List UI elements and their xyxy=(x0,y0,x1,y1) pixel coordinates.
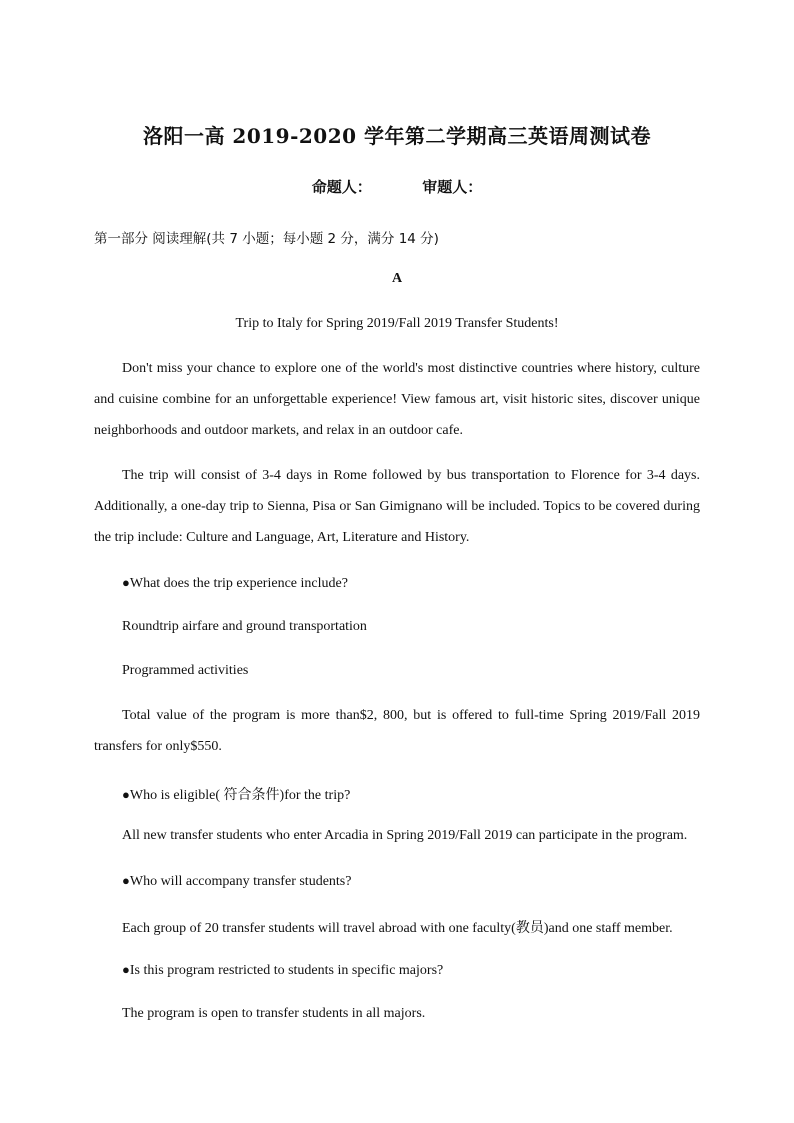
question-3 xyxy=(122,873,351,890)
answer-1-line-1: Roundtrip airfare and ground transportation xyxy=(122,619,367,634)
bullet-icon: ● xyxy=(122,575,130,590)
passage-letter: A xyxy=(391,271,403,286)
bullet-icon: ● xyxy=(122,962,130,977)
bullet-icon: ● xyxy=(122,873,130,888)
question-2 xyxy=(122,784,350,804)
exam-title: 洛阳一高 2019-2020 学年第二学期高三英语周测试卷 xyxy=(142,124,652,148)
reviewer-label: 审题人： xyxy=(422,178,483,196)
answer-4: The program is open to transfer students in all majors. xyxy=(122,1006,426,1021)
answer-3: Each group of 20 transfer students will travel abroad with one faculty(教员)and one staff member. xyxy=(122,921,673,936)
answer-2: All new transfer students who enter Arcadia in Spring 2019/Fall 2019 can participate in the program. xyxy=(122,828,688,843)
setter-label: 命题人： xyxy=(311,178,372,196)
authors-line xyxy=(0,176,794,197)
bullet-icon: ● xyxy=(122,787,130,802)
answer-1-line-2: Programmed activities xyxy=(122,663,249,678)
question-3-text: Who will accompany transfer students? xyxy=(129,874,352,889)
section-heading: 第一部分 阅读理解(共 7 小题；每小题 2 分，满分 14 分) xyxy=(94,231,439,247)
question-2-text: Who is eligible( 符合条件)for the trip? xyxy=(129,788,351,803)
passage-paragraph-2: The trip will consist of 3-4 days in Rome followed by bus transportation to Florence for 3-4 days. Additionally, a one-day trip to Sienna, Pisa or San Gimignano will be included. Topics to be covered during the trip include: Culture and Language, Art, Literature and History. xyxy=(94,468,700,545)
passage-title: Trip to Italy for Spring 2019/Fall 2019 Transfer Students! xyxy=(235,316,559,331)
question-1 xyxy=(122,575,348,592)
question-1-text: What does the trip experience include? xyxy=(129,576,348,591)
question-4-text: Is this program restricted to students in specific majors? xyxy=(129,963,444,978)
question-4 xyxy=(122,962,443,979)
answer-1-paragraph: Total value of the program is more than$2, 800, but is offered to full-time Spring 2019/Fall 2019 transfers for only$550. xyxy=(94,708,700,754)
passage-paragraph-1: Don't miss your chance to explore one of the world's most distinctive countries where history, culture and cuisine combine for an unforgettable experience! View famous art, visit historic sites, discover unique neighborhoods and outdoor markets, and relax in an outdoor cafe. xyxy=(94,361,700,438)
